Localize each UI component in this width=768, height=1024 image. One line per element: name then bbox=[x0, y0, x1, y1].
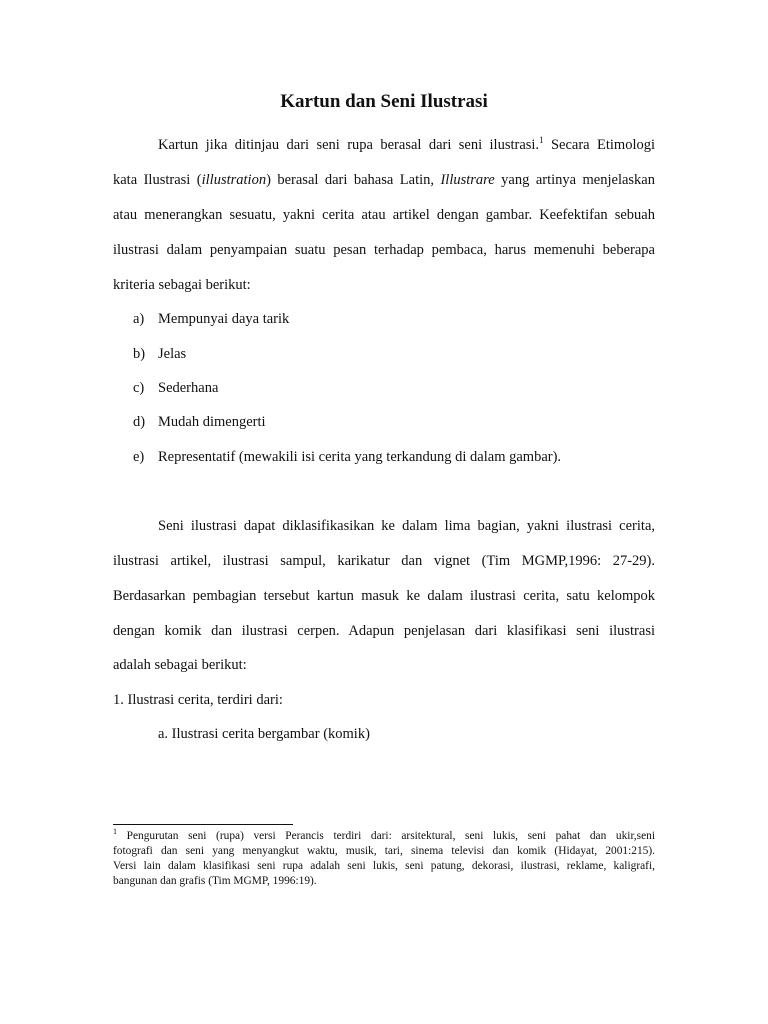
footnote-line-4: bangunan dan grafis (Tim MGMP, 1996:19). bbox=[113, 875, 317, 887]
list-marker: d) bbox=[133, 414, 146, 430]
list-item bbox=[133, 344, 186, 364]
text-run: ) berasal dari bahasa Latin, bbox=[266, 172, 441, 188]
list-item-text: Mempunyai daya tarik bbox=[158, 311, 290, 327]
paragraph-1-line-1 bbox=[158, 135, 655, 155]
list-marker: c) bbox=[133, 380, 145, 396]
section-heading: 1. Ilustrasi cerita, terdiri dari: bbox=[113, 692, 283, 708]
footnote-separator bbox=[113, 824, 293, 825]
footnote-text: Pengurutan seni (rupa) versi Perancis terdiri dari: arsitektural, seni lukis, seni pahat dan ukir,seni bbox=[117, 830, 655, 842]
list-marker: e) bbox=[133, 449, 145, 465]
list-marker: a) bbox=[133, 311, 145, 327]
paragraph-2-line-2: ilustrasi artikel, ilustrasi sampul, karikatur dan vignet (Tim MGMP,1996: 27-29). bbox=[113, 553, 655, 569]
footnote-ref[interactable]: 1 bbox=[539, 135, 544, 145]
list-marker: b) bbox=[133, 346, 146, 362]
text-run: Kartun jika ditinjau dari seni rupa berasal dari seni ilustrasi. bbox=[158, 137, 540, 153]
list-item-text: Representatif (mewakili isi cerita yang terkandung di dalam gambar). bbox=[158, 449, 562, 465]
footnote-number: 1 bbox=[113, 827, 117, 836]
text-run: kata Ilustrasi ( bbox=[113, 172, 202, 188]
text-run: Secara Etimologi bbox=[543, 137, 655, 153]
footnote-line-1 bbox=[113, 829, 655, 844]
italic-term: Illustrare bbox=[440, 172, 495, 188]
list-item-text: Mudah dimengerti bbox=[158, 414, 266, 430]
footnote-line-2: fotografi dan seni yang menyangkut waktu, musik, tari, sinema televisi dan komik (Hidayat, 2001:215). bbox=[113, 845, 655, 857]
list-item bbox=[133, 378, 218, 398]
paragraph-2-line-3: Berdasarkan pembagian tersebut kartun masuk ke dalam ilustrasi cerita, satu kelompok bbox=[113, 588, 655, 604]
list-item bbox=[133, 412, 266, 432]
list-item-text: Sederhana bbox=[158, 380, 219, 396]
list-item bbox=[133, 309, 289, 329]
italic-term: illustration bbox=[201, 172, 267, 188]
paragraph-1-line-4: ilustrasi dalam penyampaian suatu pesan terhadap pembaca, harus memenuhi beberapa bbox=[113, 242, 655, 258]
paragraph-2-line-4: dengan komik dan ilustrasi cerpen. Adapun penjelasan dari klasifikasi seni ilustrasi bbox=[113, 623, 655, 639]
paragraph-2-line-1: Seni ilustrasi dapat diklasifikasikan ke dalam lima bagian, yakni ilustrasi cerita, bbox=[158, 518, 655, 534]
list-item bbox=[133, 447, 561, 467]
footnote-line-3: Versi lain dalam klasifikasi seni rupa adalah seni lukis, seni patung, dekorasi, ilustrasi, reklame, kaligrafi, bbox=[113, 860, 655, 872]
paragraph-1-line-5: kriteria sebagai berikut: bbox=[113, 277, 251, 293]
list-item-text: Jelas bbox=[158, 346, 187, 362]
paragraph-1-line-2 bbox=[113, 170, 655, 190]
page-title: Kartun dan Seni Ilustrasi bbox=[280, 91, 488, 112]
text-run: yang artinya menjelaskan bbox=[494, 172, 655, 188]
subsection-item: a. Ilustrasi cerita bergambar (komik) bbox=[158, 726, 370, 742]
paragraph-1-line-3: atau menerangkan sesuatu, yakni cerita atau artikel dengan gambar. Keefektifan sebuah bbox=[113, 207, 655, 223]
paragraph-2-line-5: adalah sebagai berikut: bbox=[113, 657, 247, 673]
